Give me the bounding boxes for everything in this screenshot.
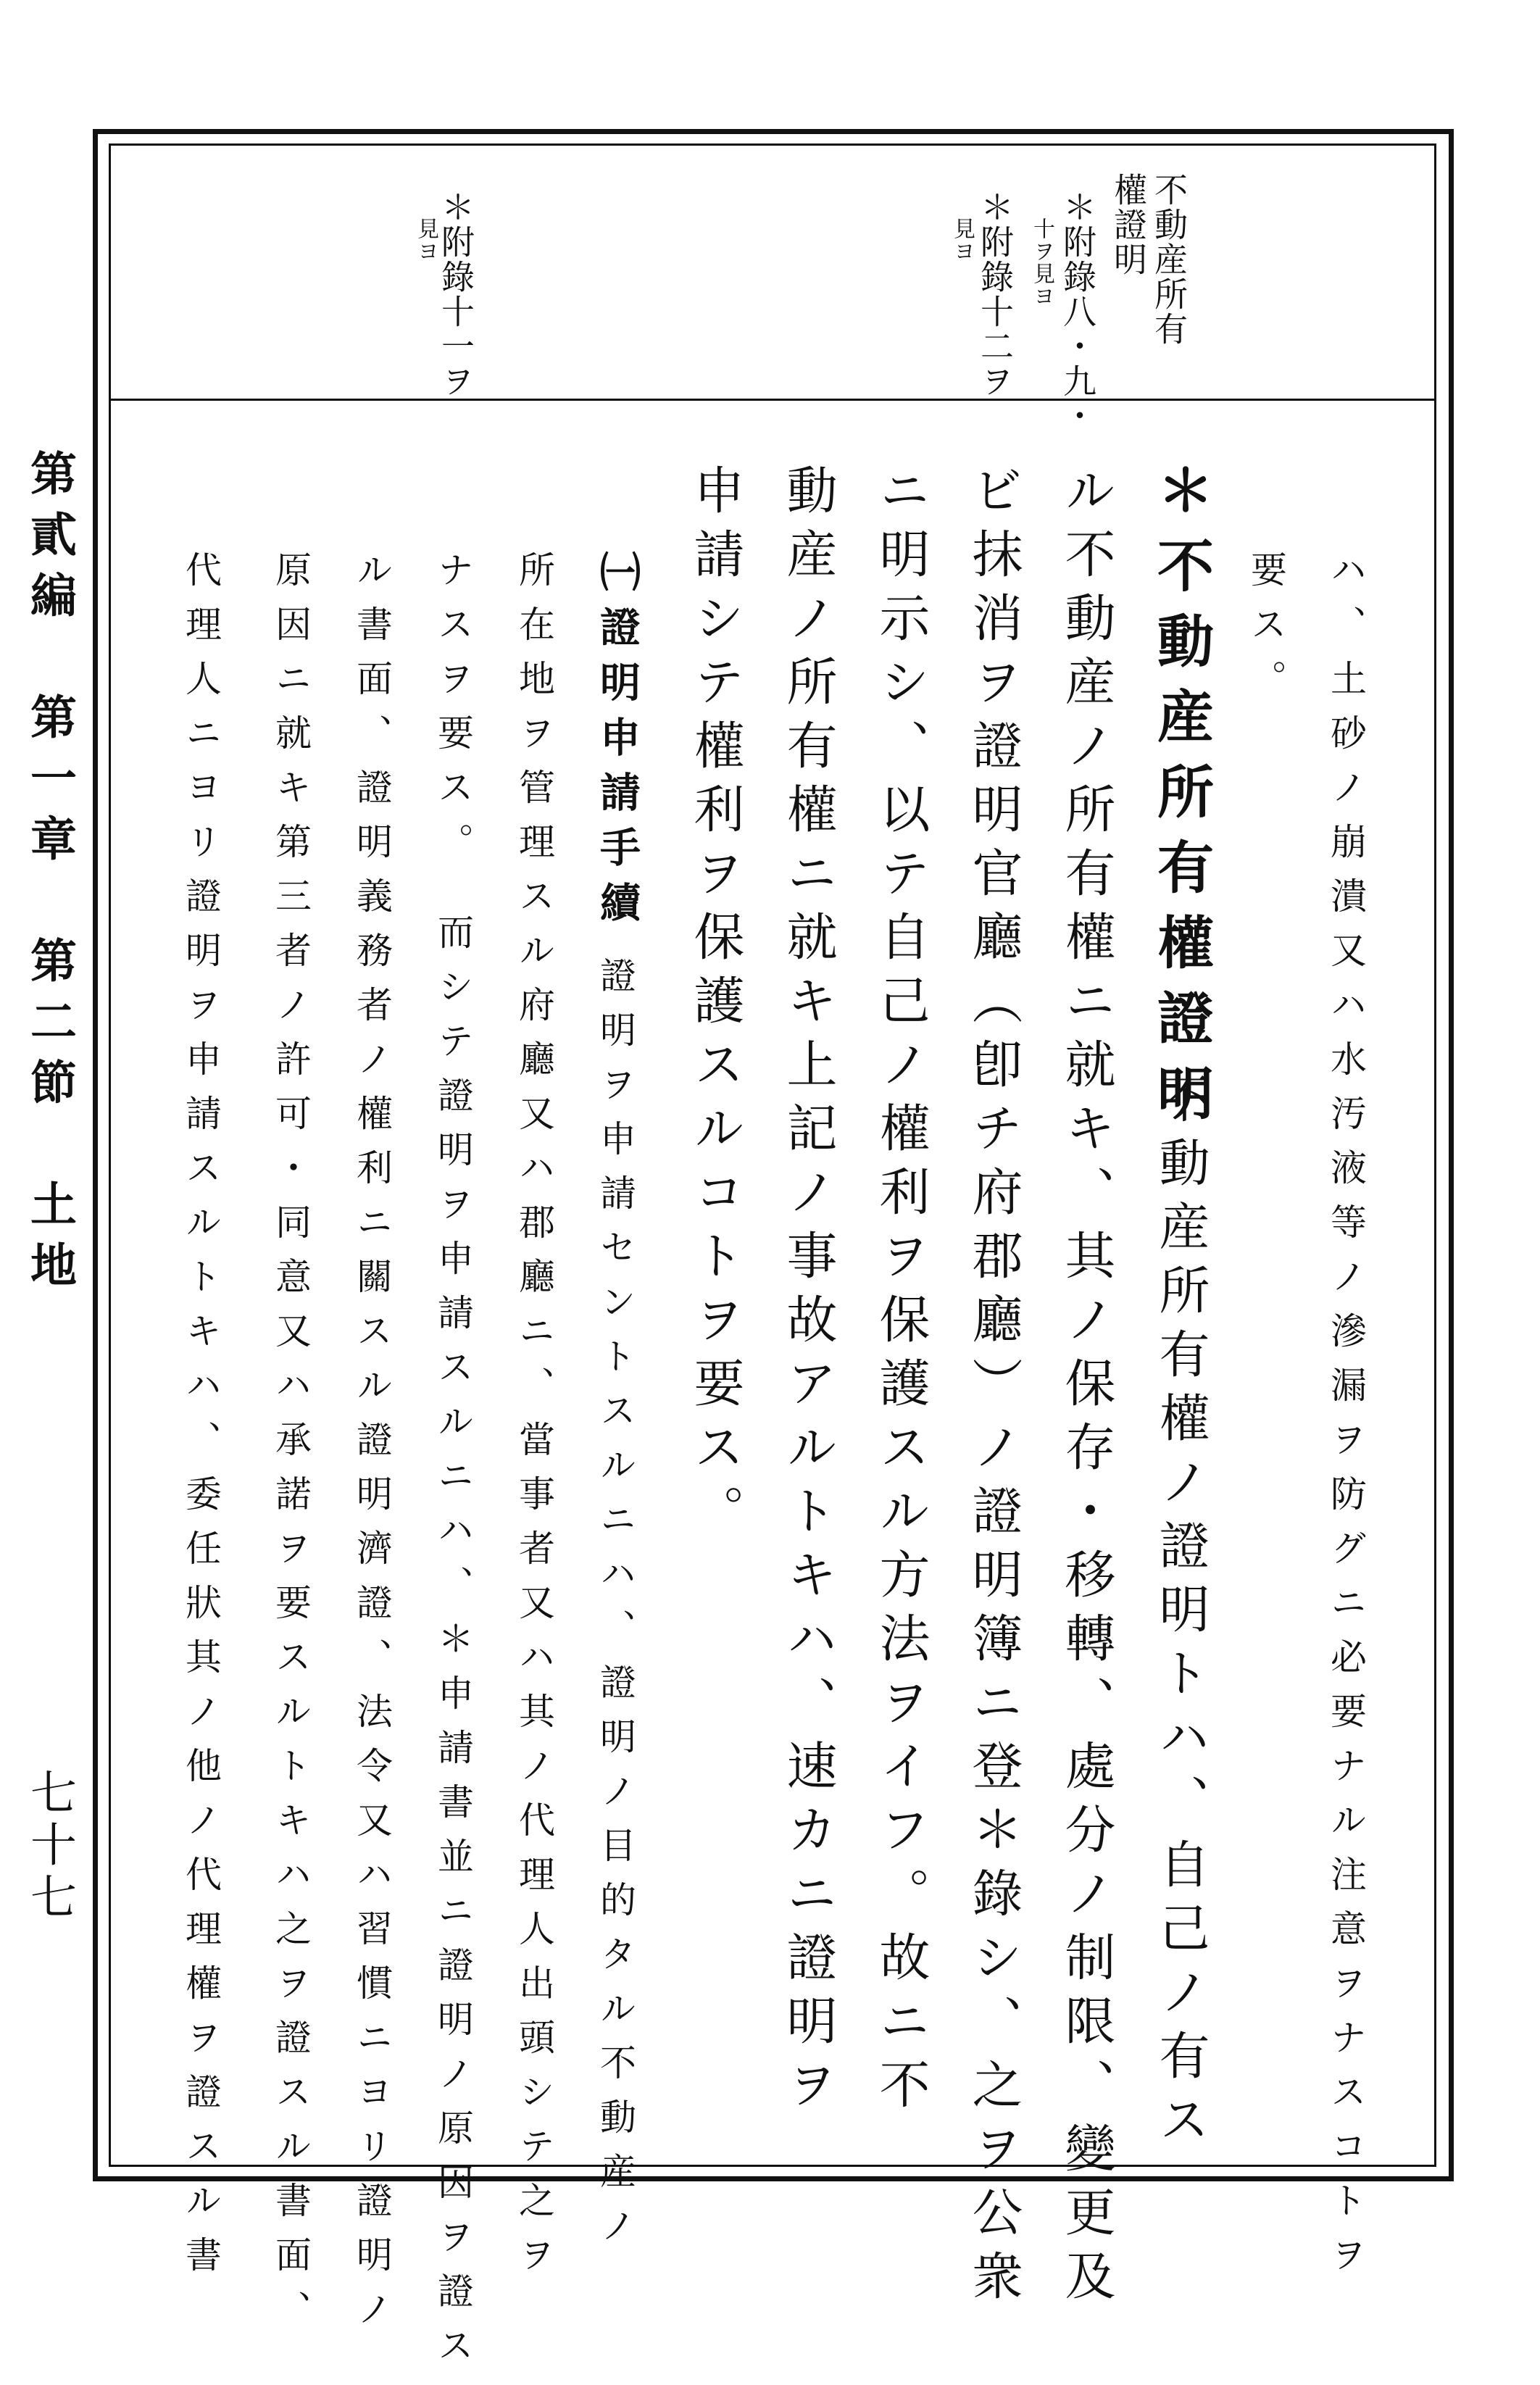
margin-note-3-line-1: ＊附錄十二ヲ [975,190,1015,399]
header-divider-line [109,399,1436,401]
body-line-11: ナスヲ要ス。 而シテ證明ヲ申請スルニハ、＊申請書並ニ證明ノ原因ヲ證ス [432,551,474,2381]
margin-note-3-line-2: 見ヨ [949,217,975,262]
body-line-8: 申請シテ權利ヲ保護スルコトヲ要ス。 [686,464,745,1548]
body-line-14: 代理人ニヨリ證明ヲ申請スルトキハ、委任狀其ノ他ノ代理權ヲ證スル書 [180,551,222,2290]
body-line-13: 原因ニ就キ第三者ノ許可・同意又ハ承諾ヲ要スルトキハ之ヲ證スル書面、 [270,551,312,2344]
body-line-6: ニ明示シ、以テ自己ノ權利ヲ保護スル方法ヲイフ。故ニ不 [871,464,931,2122]
margin-note-4-line-1: ＊附錄十一ヲ [436,190,475,399]
body-line-4: ル不動産ノ所有權ニ就キ、其ノ保存・移轉、處分ノ制限、變更及 [1057,464,1116,2313]
body-line-5: ビ抹消ヲ證明官廳（卽チ府郡廳）ノ證明簿ニ登＊錄シ、之ヲ公衆 [964,464,1023,2313]
margin-note-1-line-2: 權證明 [1109,172,1148,277]
body-line-3: 不動産所有權ノ證明トハ、自己ノ有ス [1151,1073,1210,2157]
body-line-7: 動産ノ所有權ニ就キ上記ノ事故アルトキハ、速カニ證明ヲ [778,464,838,2122]
body-line-10: 所在地ヲ管理スル府廳又ハ郡廳ニ、當事者又ハ其ノ代理人出頭シテ之ヲ [513,551,555,2290]
heading-fudosan-shoyuken-shomei: ＊不動産所有權證明 [1148,461,1214,1139]
page-number: 七十七 [22,1768,76,1925]
margin-note-2-line-1: ＊附錄八・九・ [1058,190,1097,433]
body-line-1: ハ、土砂ノ崩潰又ハ水汚液等ノ滲漏ヲ防グニ必要ナル注意ヲナスコトヲ [1325,551,1367,2290]
body-line-12: ル書面、證明義務者ノ權利ニ關スル證明濟證、法令又ハ習慣ニヨリ證明ノ [351,551,393,2344]
margin-note-4-line-2: 見ヨ [413,217,438,262]
margin-note-2-line-2: 十ヲ見ヨ [1029,217,1054,307]
heading-shomei-shinsei-tetsuzuki: ㈠證明申請手續 [594,551,641,936]
margin-note-1-line-1: 不動産所有 [1149,172,1189,346]
body-line-2: 要ス。 [1245,551,1287,714]
running-header: 第貳編 第一章 第二節 土地 [22,449,77,1302]
body-line-9: 證明ヲ申請セントスルニハ、證明ノ目的タル不動産ノ [594,957,636,2261]
